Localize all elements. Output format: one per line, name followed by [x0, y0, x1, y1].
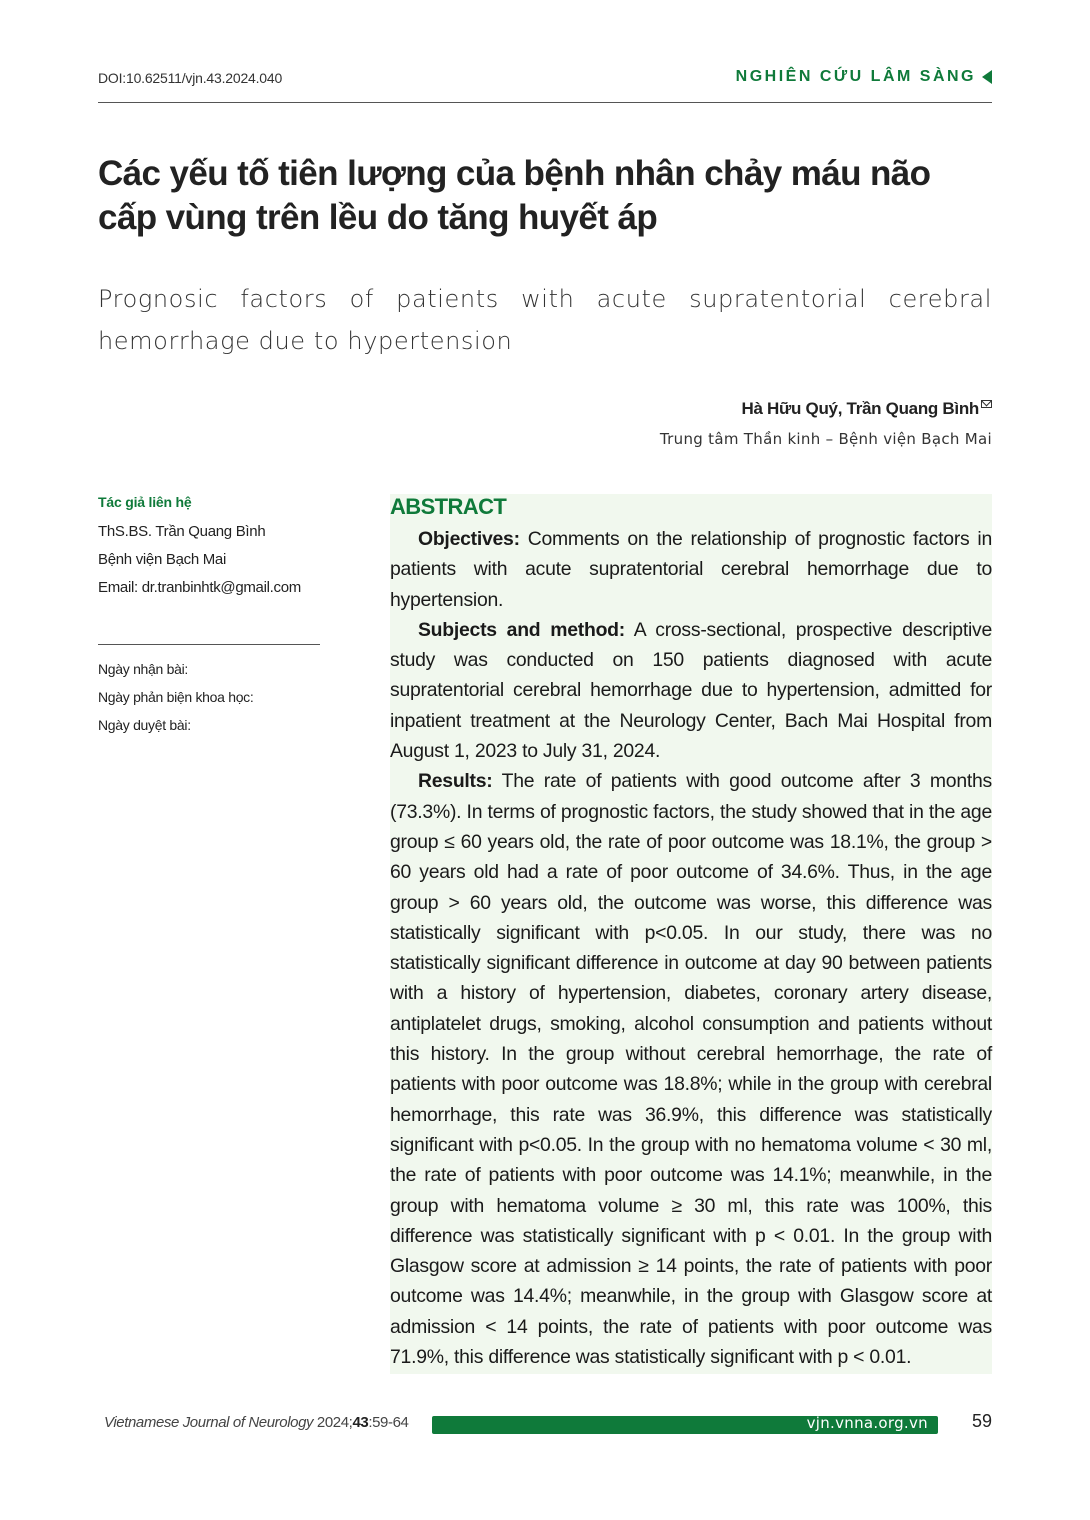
abstract-results	[390, 766, 992, 1372]
header-divider	[98, 102, 992, 103]
section-tag	[736, 68, 992, 86]
journal-name: Vietnamese Journal of Neurology	[104, 1414, 314, 1431]
date-reviewed: Ngày phản biện khoa học:	[98, 689, 254, 705]
abstract-methods	[390, 615, 992, 766]
objectives-text: Comments on the relationship of prognostic factors in patients with acute supratentorial cerebral hemorrhage due to hypertension.	[390, 528, 992, 611]
page-number: 59	[971, 1411, 992, 1431]
abstract-body	[390, 524, 992, 1372]
footer-citation	[104, 1414, 408, 1431]
doi-text: DOI:10.62511/vjn.43.2024.040	[98, 70, 283, 86]
sidebar-divider	[98, 644, 320, 645]
sidebar-info	[98, 494, 320, 739]
triangle-left-icon	[982, 70, 992, 84]
methods-text: A cross-sectional, prospective descriptive study was conducted on 150 patients diagnosed with acute supratentorial cerebral hemorrhage due to hypertension, admitted for inpatient treatment at the Neurology Center, Bach Mai Hospital from August 1, 2023 to July 31, 2024.	[390, 618, 992, 763]
author-affiliation: Trung tâm Thần kinh – Bệnh viện Bạch Mai	[659, 430, 992, 448]
corresponding-email[interactable]: Email: dr.tranbinhtk@gmail.com	[98, 579, 301, 596]
journal-url-link[interactable]: vjn.vnna.org.vn	[806, 1414, 928, 1432]
journal-year: 2024;	[313, 1414, 353, 1431]
journal-volume: 43	[352, 1414, 369, 1431]
abstract-objectives	[390, 524, 992, 615]
envelope-icon	[981, 400, 992, 408]
results-text: The rate of patients with good outcome after 3 months (73.3%). In terms of prognostic factors, the study showed that in the age group ≤ 60 years old, the rate of poor outcome was 18.1%, the group > 60 years old had a rate of poor outcome of 34.6%. Thus, in the age group > 60 years old, the outcome was worse, this difference was statistically significant with p<0.05. In our study, there was no statistically significant difference in outcome at day 90 between patients with a history of hypertension, diabetes, coronary artery disease, antiplatelet drugs, smoking, alcohol consumption and patients without this history. In the group without cerebral hemorrhage, the rate of patients with poor outcome was 18.8%; while in the group with cerebral hemorrhage, this rate was 36.9%, this difference was statistically significant with p<0.05. In the group with no hematoma volume < 30 ml, the rate of patients with poor outcome was 14.1%; meanwhile, in the group with hematoma volume ≥ 30 ml, this rate was 100%, this difference was statistically significant with p < 0.01. In the group with Glasgow score at admission ≥ 14 points, the rate of patients with poor outcome was 14.4%; meanwhile, in the group with Glasgow score at admission < 14 points, the rate of patients with poor outcome was 71.9%, this difference was statistically significant with p < 0.01.	[390, 770, 992, 1369]
article-title-vietnamese: Các yếu tố tiên lượng của bệnh nhân chảy máu não cấp vùng trên lều do tăng huyết áp	[98, 154, 931, 237]
abstract-heading: ABSTRACT	[390, 494, 507, 519]
section-tag-label: NGHIÊN CỨU LÂM SÀNG	[735, 68, 976, 85]
methods-label: Subjects and method:	[418, 618, 625, 641]
journal-pages: :59-64	[368, 1414, 409, 1431]
results-label: Results:	[418, 770, 493, 793]
corresponding-name: ThS.BS. Trần Quang Bình	[98, 523, 266, 540]
author-names: Hà Hữu Quý, Trần Quang Bình	[741, 399, 979, 418]
corresponding-heading: Tác giả liên hệ	[98, 494, 192, 510]
author-list	[741, 399, 992, 419]
corresponding-institution: Bệnh viện Bạch Mai	[98, 551, 227, 568]
article-title-english: Prognosic factors of patients with acute supratentorial cerebral hemorrhage due to hypertension	[98, 285, 992, 355]
objectives-label: Objectives:	[418, 528, 520, 550]
date-received: Ngày nhận bài:	[98, 661, 188, 677]
date-accepted: Ngày duyệt bài:	[98, 717, 191, 733]
